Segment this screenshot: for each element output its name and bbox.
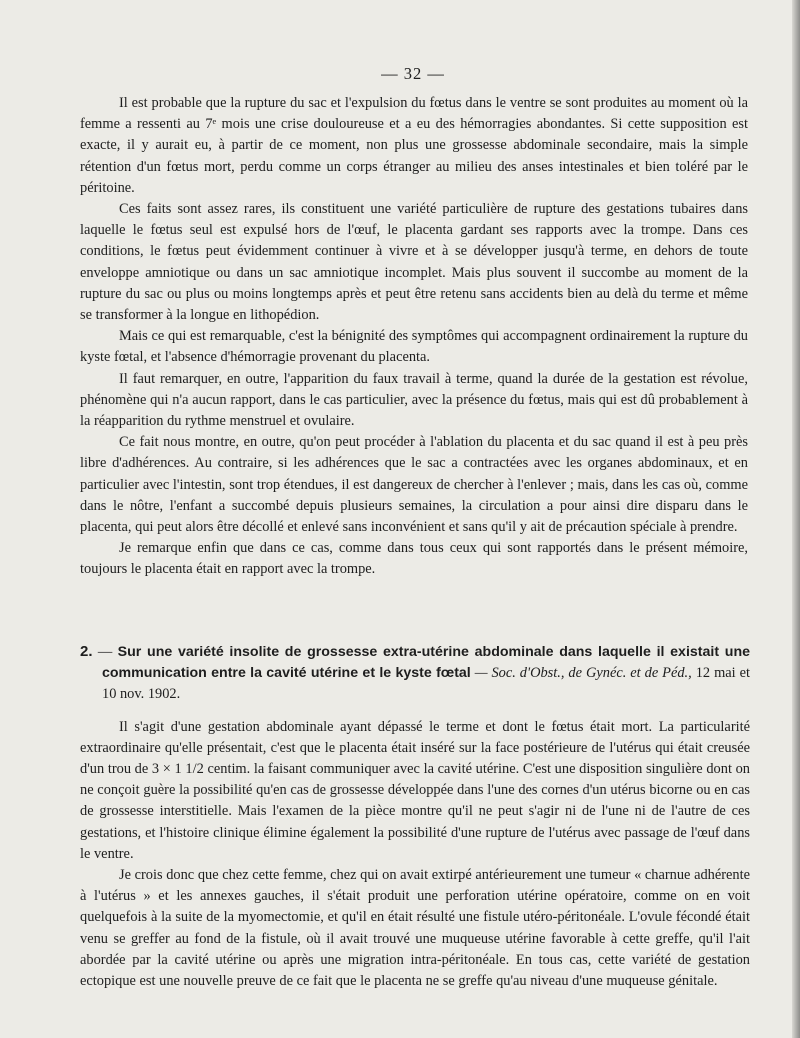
section-paragraph: Je crois donc que chez cette femme, chez qui on avait extirpé antérieurement une tumeur « charnue adhérente à l'utérus » et les annexes gauches, il s'était produit une perforation utérine opératoire, comme on en voit quelquefois à la suite de la myomectomie, et qu'il en était résulté une fistule utéro-péritonéale. L'ovule fécondé était venu se greffer au fond de la fistule, où il avait trouvé une muqueuse utérine favorable à cette greffe, qu'il l'ait abordée par la cavité utérine ou après une migration intra-péritonéale. En tous cas, cette variété de gestation ectopique est une nouvelle preuve de ce fait que le placenta ne se greffe qu'au niveau d'une muqueuse génitale. <box>80 867 750 990</box>
page-edge-shadow <box>792 0 800 1038</box>
paragraph: Il est probable que la rupture du sac et l'expulsion du fœtus dans le ventre se sont produites au moment où la femme a ressenti au 7ᵉ mois une crise douloureuse et a eu des hémorragies abondantes. Si cette supposition est exacte, il y aurait eu, à partir de ce moment, non plus une grossesse abdominale secondaire, mais la simple rétention d'un fœtus mort, perdu comme un corps étranger au milieu des anses intestinales et bien toléré par le péritoine. <box>80 95 748 196</box>
page-number: — 32 — <box>381 64 445 83</box>
section-2 <box>80 641 750 992</box>
paragraph: Je remarque enfin que dans ce cas, comme dans tous ceux qui sont rapportés dans le présent mémoire, toujours le placenta était en rapport avec la trompe. <box>80 540 748 578</box>
section-date: 12 mai et 10 nov. 1902. <box>102 665 750 703</box>
paragraph: Ce fait nous montre, en outre, qu'on peut procéder à l'ablation du placenta et du sac quand il est à peu près libre d'adhérences. Au contraire, si les adhérences que le sac a contractées avec les organes abdominaux, et en particulier avec l'intestin, sont trop étendues, il est dangereux de chercher à l'enlever ; mais, dans les cas où, comme dans le nôtre, l'enfant a succombé depuis plusieurs semaines, la circulation a pour ainsi dire disparu dans le placenta, qui peut alors être décollé et enlevé sans inconvénient et sans qu'il y ait de précaution spéciale à prendre. <box>80 434 748 536</box>
section-dash: — <box>92 644 118 660</box>
paragraph: Ces faits sont assez rares, ils constituent une variété particulière de rupture des gestations tubaires dans laquelle le fœtus seul est expulsé hors de l'œuf, le placenta gardant ses rapports avec la trompe. Dans ces conditions, le fœtus peut évidemment continuer à vivre et à se développer jusqu'à terme, en dehors de toute enveloppe amniotique ou dans un sac amniotique incomplet. Mais plus souvent il succombe au moment de la rupture du sac ou plus ou moins longtemps après et peut être retenu sans accidents bien au delà du terme et même se transformer à la longue en lithopédion. <box>80 201 748 324</box>
paragraph: Il faut remarquer, en outre, l'apparition du faux travail à terme, quand la durée de la gestation est révolue, phénomène qui n'a aucun rapport, dans le cas particulier, avec la présence du fœtus, mais qui est dû probablement à la réapparition du rythme menstruel et ovulaire. <box>80 370 748 430</box>
section-title: Sur une variété insolite de grossesse extra-utérine abdominale dans laquelle il existait une communication entre la cavité utérine et le kyste fœtal <box>102 644 750 682</box>
section-heading <box>80 641 750 706</box>
paragraph: Mais ce qui est remarquable, c'est la bénignité des symptômes qui accompagnent ordinairement la rupture du kyste fœtal, et l'absence d'hémorragie provenant du placenta. <box>80 328 748 366</box>
section-paragraph: Il s'agit d'une gestation abdominale ayant dépassé le terme et dont le fœtus était mort. La particularité extraordinaire qu'elle présentait, c'est que le placenta était inséré sur la face postérieure de l'utérus qui était creusée d'un trou de 3 × 1 1/2 centim. la faisant communiquer avec la cavité utérine. C'est une disposition singulière dont on ne conçoit guère la possibilité qu'en cas de grossesse développée dans l'une des cornes d'un utérus bicorne ou en cas de grossesse interstitielle. Mais l'examen de la pièce montre qu'il ne peut s'agir ni de l'une ni de l'autre de ces gestations, et l'histoire clinique élimine également la possibilité d'une rupture de l'utérus avec passage de l'œuf dans le ventre. <box>80 718 750 862</box>
section-number: 2. <box>80 643 93 660</box>
section-reference: — Soc. d'Obst., de Gynéc. et de Péd., <box>470 665 692 682</box>
body-text <box>80 93 748 581</box>
